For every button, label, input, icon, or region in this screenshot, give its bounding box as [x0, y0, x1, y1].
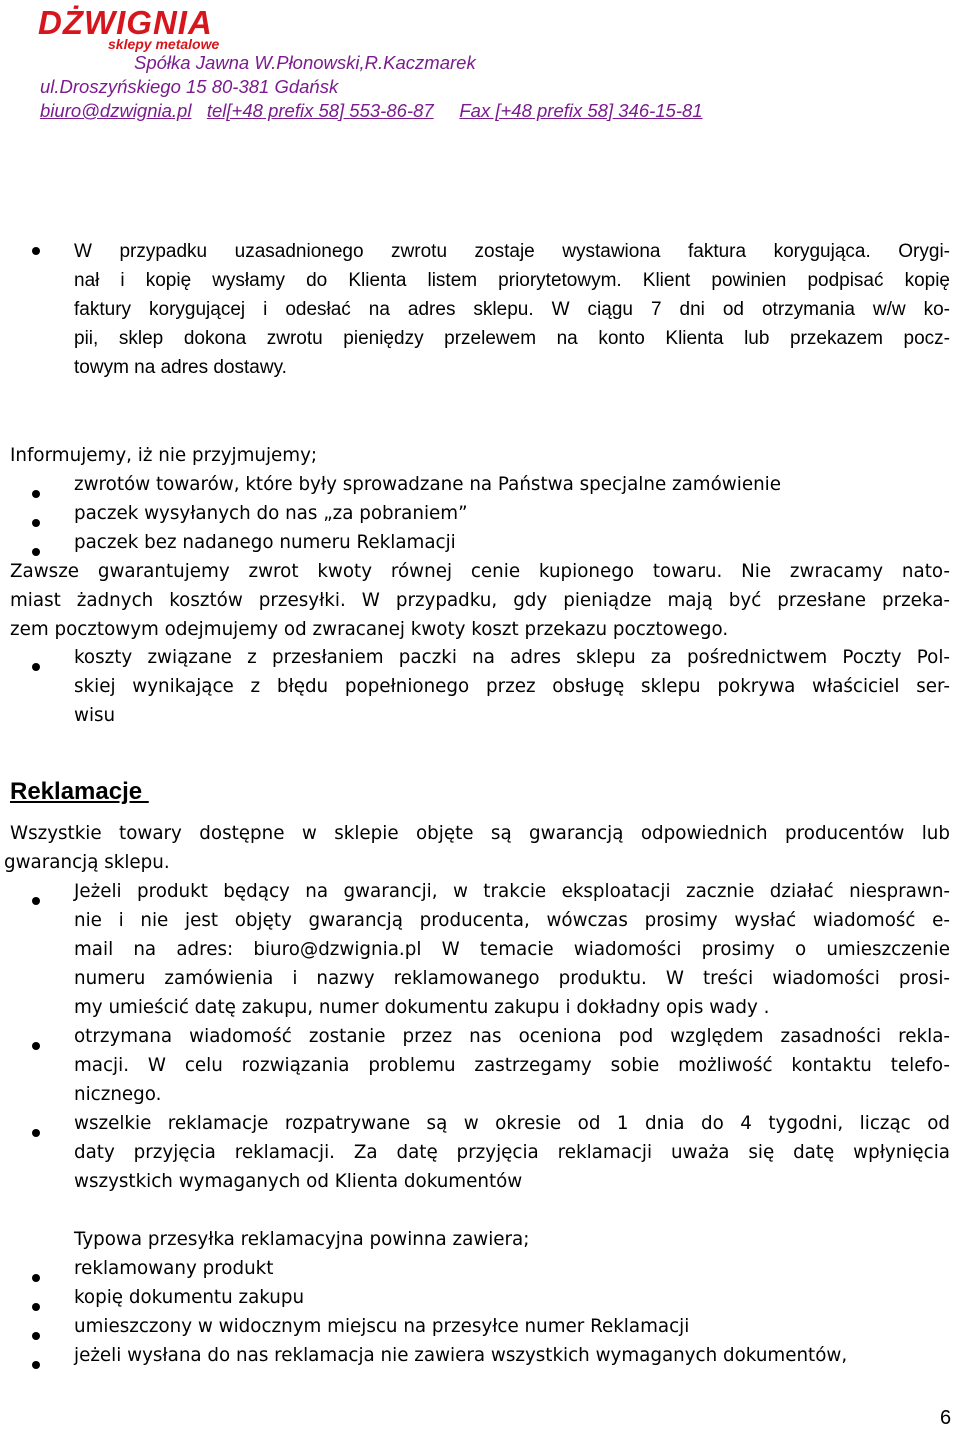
bullet	[32, 1042, 40, 1050]
bullet	[32, 247, 40, 255]
bullet	[32, 897, 40, 905]
text-line: gwarancją sklepu.	[4, 852, 170, 873]
text-line: miast żadnych kosztów przesyłki. W przypadku, gdy pieniądze mają być przesłane przeka-	[10, 590, 950, 611]
text-line: pii, sklep dokona zwrotu pieniędzy przelewem na konto Klienta lub przekazem pocz-	[74, 328, 950, 349]
text-line: nał i kopię wysłamy do Klienta listem priorytetowym. Klient powinien podpisać kopię	[74, 270, 950, 291]
fax-number: Fax [+48 prefix 58] 346-15-81	[459, 100, 703, 121]
phone-number: tel[+48 prefix 58] 553-86-87	[206, 100, 434, 121]
not-accepted-intro: Informujemy, iż nie przyjmujemy;	[10, 445, 318, 466]
list-item: paczek wysyłanych do nas „za pobraniem”	[74, 503, 468, 524]
text-line: zem pocztowym odejmujemy od zwracanej kwoty koszt przekazu pocztowego.	[10, 619, 729, 640]
bullet	[32, 548, 40, 556]
bullet	[32, 1129, 40, 1137]
text-line: macji. W celu rozwiązania problemu zastrzegamy sobie możliwość kontaktu telefo-	[74, 1055, 950, 1076]
text-line: koszty związane z przesłaniem paczki na adres sklepu za pośrednictwem Poczty Pol-	[74, 647, 950, 668]
text-line: towym na adres dostawy.	[74, 357, 287, 378]
contact-line	[40, 100, 703, 122]
package-intro: Typowa przesyłka reklamacyjna powinna zawiera;	[74, 1229, 530, 1250]
section-heading: Reklamacje	[10, 778, 149, 805]
bullet	[32, 1274, 40, 1282]
text-line: nie i nie jest objęty gwarancją producenta, wówczas prosimy wysłać wiadomość e-	[74, 910, 950, 931]
bullet	[32, 1332, 40, 1340]
bullet	[32, 490, 40, 498]
company-address: ul.Droszyńskiego 15 80-381 Gdańsk	[40, 76, 339, 97]
list-item: jeżeli wysłana do nas reklamacja nie zawiera wszystkich wymaganych dokumentów,	[74, 1345, 848, 1366]
bullet	[32, 1303, 40, 1311]
bullet	[32, 663, 40, 671]
list-item: umieszczony w widocznym miejscu na przesyłce numer Reklamacji	[74, 1316, 690, 1337]
text-line: Wszystkie towary dostępne w sklepie objęte są gwarancją odpowiednich producentów lub	[10, 823, 950, 844]
text-line: wszelkie reklamacje rozpatrywane są w okresie od 1 dnia do 4 tygodni, licząc od	[74, 1113, 950, 1134]
list-item: reklamowany produkt	[74, 1258, 274, 1279]
text-line: Zawsze gwarantujemy zwrot kwoty równej cenie kupionego towaru. Nie zwracamy nato-	[10, 561, 950, 582]
company-name: Spółka Jawna W.Płonowski,R.Kaczmarek	[134, 52, 476, 73]
text-line: faktury korygującej i odesłać na adres sklepu. W ciągu 7 dni od otrzymania w/w ko-	[74, 299, 950, 320]
text-line: skiej wynikające z błędu popełnionego przez obsługę sklepu pokrywa właściciel ser-	[74, 676, 950, 697]
text-line: numeru zamówienia i nazwy reklamowanego produktu. W treści wiadomości prosi-	[74, 968, 950, 989]
text-line: otrzymana wiadomość zostanie przez nas oceniona pod względem zasadności rekla-	[74, 1026, 950, 1047]
text-line: W przypadku uzasadnionego zwrotu zostaje wystawiona faktura korygująca. Orygi-	[74, 241, 950, 262]
list-item: zwrotów towarów, które były sprowadzane na Państwa specjalne zamówienie	[74, 474, 781, 495]
logo-tagline: sklepy metalowe	[108, 36, 220, 52]
text-line: Jeżeli produkt będący na gwarancji, w trakcie eksploatacji zacznie działać niesprawn-	[74, 881, 950, 902]
text-line: wisu	[74, 705, 116, 726]
text-line: my umieścić datę zakupu, numer dokumentu zakupu i dokładny opis wady .	[74, 997, 770, 1018]
bullet	[32, 1361, 40, 1369]
text-line: daty przyjęcia reklamacji. Za datę przyjęcia reklamacji uważa się datę wpłynięcia	[74, 1142, 950, 1163]
text-line: mail na adres: biuro@dzwignia.pl W temacie wiadomości prosimy o umieszczenie	[74, 939, 950, 960]
list-item: kopię dokumentu zakupu	[74, 1287, 305, 1308]
email-link[interactable]: biuro@dzwignia.pl	[40, 100, 192, 121]
text-line: nicznego.	[74, 1084, 162, 1105]
list-item: paczek bez nadanego numeru Reklamacji	[74, 532, 456, 553]
company-logo: DŻWIGNIA	[38, 4, 213, 41]
bullet	[32, 519, 40, 527]
page-number: 6	[940, 1407, 952, 1429]
text-line: wszystkich wymaganych od Klienta dokumentów	[74, 1171, 523, 1192]
